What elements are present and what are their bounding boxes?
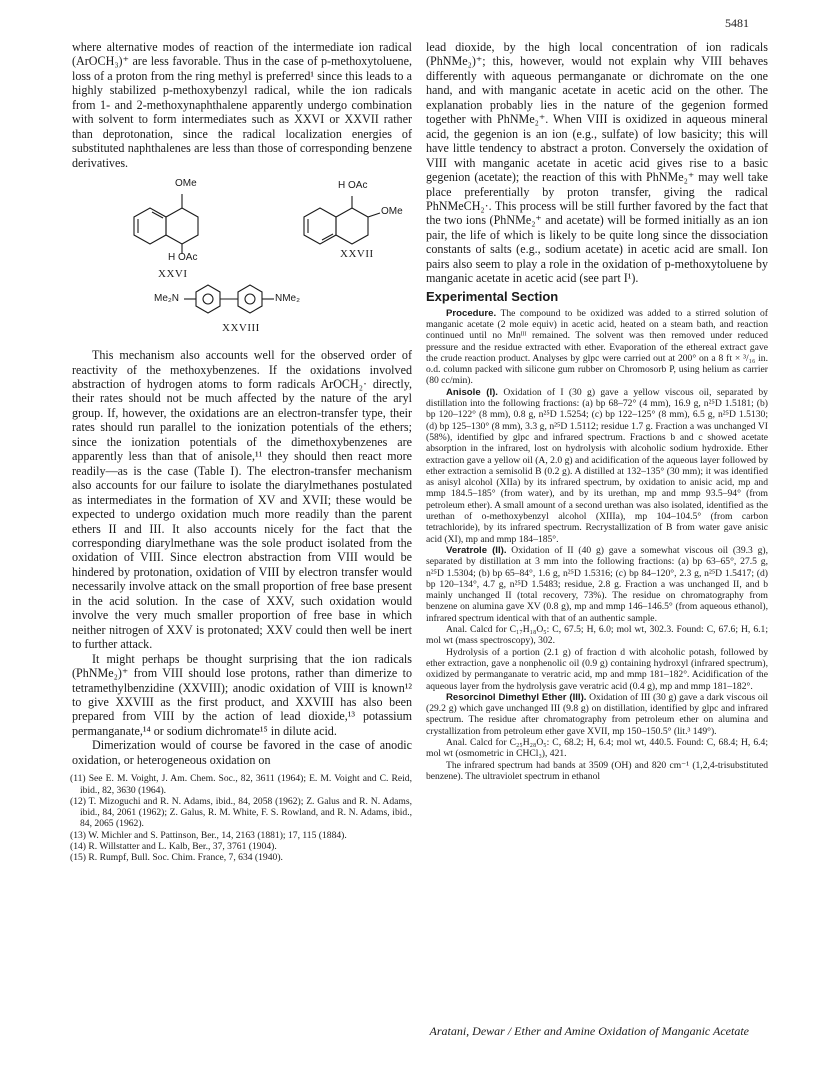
veratrole-heading: Veratrole (II). — [446, 544, 507, 556]
xxviii-nme2-left: Me₂N — [154, 293, 179, 305]
xxvi-ome-label: OMe — [175, 178, 197, 190]
xxvii-ring-left — [304, 208, 336, 244]
procedure-heading: Procedure. — [446, 307, 497, 319]
left-paragraph-4: Dimerization would of course be favored in the case of anodic oxidation, or heterogeneous oxidation on — [72, 738, 412, 767]
left-column — [72, 40, 412, 864]
resorcinol-paragraph — [426, 692, 768, 737]
right-column — [426, 40, 768, 782]
chemical-structures — [72, 172, 412, 342]
procedure-text: The compound to be oxidized was added to a stirred solution of manganic acetate (2 mole equiv) in acetic acid, heated on a steam bath, and reaction continued until no Mnᴵᴵᴵ remained. The solvent was then removed under reduced pressure and the residue extracted with ether. Evaporation of the ethereal extract gave the crude reaction product. Analyses by glpc were carried out at 200° on a 8 ft × ³/₁₆ in. o.d. column packed with silicone gum rubber on Chromosorb P, using helium as carrier (80 cc/min). — [426, 307, 768, 387]
procedure-paragraph — [426, 308, 768, 387]
xxvi-ring-right — [166, 208, 198, 244]
footnote-11: (11) See E. M. Voight, J. Am. Chem. Soc., 82, 3611 (1964); E. M. Voight and C. Reid, ibid., 82, 3630 (1964). — [70, 773, 412, 796]
analysis-2: Anal. Calcd for C₂₅H₂₈O₅: C, 68.2; H, 6.4; mol wt, 440.5. Found: C, 68.4; H, 6.4; mol wt (osmometric in CHCl₃), 421. — [426, 736, 768, 760]
xxviii-ring-right — [238, 285, 262, 313]
hydrolysis-paragraph: Hydrolysis of a portion (2.1 g) of fraction d with alcoholic potash, followed by ether extraction, gave a nonphenolic oil (0.9 g) containing hydroxyl (infrared spectrum), oxidized by permanganate to veratric acid, mp and mmp 181–182°. Acidification of the aqueous layer from the hydrolysis gave veratric acid (0.4 g), mp and mmp 181–182°. — [426, 646, 768, 692]
left-paragraph-1: where alternative modes of reaction of the intermediate ion radical (ArOCH₃)⁺ are less favorable. Thus in the case of p-methoxytoluene, loss of a proton from the ring methyl is preferred¹ since this leads to a highly stabilized p-methoxybenzyl radical, while the ion radicals from 1- and 2-methoxynaphthalene apparently undergo combination with solvent to form intermediates such as XXVI or XXVII rather than deprotonation, since the radical localization energies of substituted naphthalenes are less than those of corresponding benzene derivatives. — [72, 40, 412, 170]
section-title: Experimental Section — [426, 288, 559, 304]
xxvi-ring-left — [134, 208, 166, 244]
resorcinol-text: Oxidation of III (30 g) gave a dark viscous oil (29.2 g) which gave unchanged III (9.8 g) on distillation, identified by glpc and infrared spectrum. The residue after chromatography from petroleum ether on alumina and crystallization from petroleum ether gave XVII, mp 150–150.5° (lit.³ 149°). — [426, 691, 768, 737]
infrared-paragraph: The infrared spectrum had bands at 3509 (OH) and 820 cm⁻¹ (1,2,4-trisubstituted benzene). The ultraviolet spectrum in ethanol — [426, 759, 768, 782]
xxviii-nme2-right: NMe₂ — [275, 293, 300, 305]
anisole-text: Oxidation of I (30 g) gave a yellow viscous oil, separated by distillation into the following fractions: (a) bp 68–72° (4 mm), 16.9 g, n²⁵D 1.5181; (b) bp 120–122° (8 mm), 0.8 g, n²⁵D 1.5254; (c) bp 122–125° (8 mm), 6.5 g, n²⁵D 1.5130; (d) bp 125–130° (8 mm), 3.3 g, n²⁵D 1.5112; residue 1.7 g. Fraction a was unchanged VI (58%), identified by glpc and infrared spectrum. Fractions b and c showed acetate absorption in the infrared, lost on hydrolysis with alcoholic sodium hydroxide. Ether extraction gave a yellow oil (A, 2.0 g) and acidification of the aqueous layer followed by ether extraction a semisolid B (0.2 g). A distilled at 132–135° (30 mm); it was identified as anisyl alcohol (XIIa) by its infrared spectrum, by oxidation to anisic acid, mp and mmp 184.5–185° (from water), and by its urethan, mp and mmp 93.5–94° (from petroleum ether). A small amount of a second urethan was also isolated, identified as the urethan of o-methoxybenzyl alcohol (XIIIa), mp 104–104.5° (from carbon tetrachloride), by its infrared spectrum. Recrystallization of B from water gave anisic acid (XI), mp and mmp 184–185°. — [426, 386, 768, 545]
veratrole-text: Oxidation of II (40 g) gave a somewhat viscous oil (39.3 g), separated by distillation at 3 mm into the following fractions: (a) bp 63–65°, 27.5 g, n²⁵D 1.5304; (b) bp 65–84°, 1.6 g, n²⁵D 1.5316; (c) bp 84–120°, 2.3 g, n²⁵D 1.5417; (d) bp 120–134°, 4.7 g, n²⁵D 1.5483; residue, 2.8 g. Fraction a was unchanged II, and b mainly unchanged II (total recovery, 73%). The residue on chromatography from benzene on alumina gave XV (0.8 g), mp and mmp 146–146.5° (from aqueous ethanol), infrared spectrum identical with that of an authentic sample. — [426, 544, 768, 624]
left-paragraph-2: This mechanism also accounts well for the observed order of reactivity of the methoxybenzenes. If the oxidations involved abstraction of hydrogen atoms to form radicals ArOCH₂· directly, their rates should not be much affected by the nature of the aryl group. If, however, the oxidations are an electron-transfer type, their rates should run parallel to the ionization potentials of the ethers; since the ionization potentials of the dimethoxybenzenes are apparently less than that of anisole,¹¹ they should then react more readily—as is the case (Table I). The electron-transfer mechanism also accounts for our failure to isolate the diarylmethanes postulated as intermediates in the formation of XV and XVII; these would be expected to undergo oxidation much more readily than the parent ethers II and III. It also accounts nicely for the fact that the corresponding diarylmethane was the sole product isolated from the oxidation of VIII. Since electron abstraction from VIII would be hindered by protonation, oxidation of VIII by electron transfer would necessarily involve attack on the small proportion of free base present in the acid solution. In the case of XXV, such oxidation would involve the very much smaller proportion of free base in which neither nitrogen of XXV is protonated; XXV could then well be inert to further attack. — [72, 348, 412, 652]
left-paragraph-3: It might perhaps be thought surprising that the ion radicals (PhNMe₂)⁺ from VIII should lose protons, rather than dimerize to tetramethylbenzidine (XXVIII); anodic oxidation of VIII is known¹² to give XXVIII as the first product, and XXVIII has also been prepared from VIII by the action of lead dioxide,¹³ potassium permanganate,¹⁴ or sodium dichromate¹⁵ in dilute acid. — [72, 651, 412, 738]
resorcinol-heading: Resorcinol Dimethyl Ether (III). — [446, 691, 587, 703]
page-number: 5481 — [725, 16, 749, 30]
footnotes — [72, 773, 412, 863]
analysis-1: Anal. Calcd for C₁₇H₁₈O₅: C, 67.5; H, 6.0; mol wt, 302.3. Found: C, 67.6; H, 6.1; mol wt (mass spectroscopy), 302. — [426, 624, 768, 647]
footnote-12: (12) T. Mizoguchi and R. N. Adams, ibid., 84, 2058 (1962); Z. Galus and R. N. Adams, ibid., 84, 2061 (1962); Z. Galus, R. M. White, F. S. Rowland, and R. N. Adams, ibid., 84, 2065 (1962). — [70, 795, 412, 830]
xxvii-h-oac-label: H OAc — [338, 180, 368, 192]
footnote-15: (15) R. Rumpf, Bull. Soc. Chim. France, 7, 634 (1940). — [70, 852, 283, 864]
xxvii-ome-label: OMe — [381, 206, 403, 218]
xxvii-compound-label: XXVII — [340, 248, 374, 261]
footnote-14: (14) R. Willstatter and L. Kalb, Ber., 37, 3761 (1904). — [70, 841, 277, 852]
xxvi-compound-label: XXVI — [158, 268, 188, 281]
footnote-13: (13) W. Michler and S. Pattinson, Ber., 14, 2163 (1881); 17, 115 (1884). — [70, 829, 347, 841]
xxviii-ring-left — [196, 285, 220, 313]
right-paragraph-1: lead dioxide, by the high local concentration of ion radicals (PhNMe₂)⁺; this, however, would not explain why VIII behaves differently with aqueous permanganate or dichromate on the one hand, and with manganic acetate in acetic acid on the other. The explanation probably lies in the nature of the gegenion formed together with PhNMe₂⁺. When VIII is oxidized in aqueous mineral acid, the gegenion is an ion (e.g., sulfate) of low basicity; this will have little tendency to abstract a proton. Conversely the oxidation of VIII with manganic acetate in acetic acid gives rise to a basic gegenion (acetate); the reaction of this with PhNMe₂⁺ may well take place preferentially by proton transfer, giving the radical PhNMeCH₂·. This process will be still further favored by the fact that the two ions (PhNMe₂⁺ and acetate) will be formed initially as an ion pair, the life of which is likely to be quite long since the dissociation constants of salts (e.g., sodium acetate) in acetic acid are small. Ion pairs also seem to play a role in the oxidation of p-methoxytoluene by manganic acetate in acetic acid (see part I¹). — [426, 40, 768, 286]
xxviii-compound-label: XXVIII — [222, 322, 260, 335]
xxvi-h-oac-label: H OAc — [168, 252, 198, 264]
veratrole-paragraph — [426, 545, 768, 624]
running-footer: Aratani, Dewar / Ether and Amine Oxidation of Manganic Acetate — [429, 1024, 749, 1038]
xxvii-ring-right — [336, 208, 368, 244]
anisole-heading: Anisole (I). — [446, 386, 498, 398]
anisole-paragraph — [426, 387, 768, 545]
